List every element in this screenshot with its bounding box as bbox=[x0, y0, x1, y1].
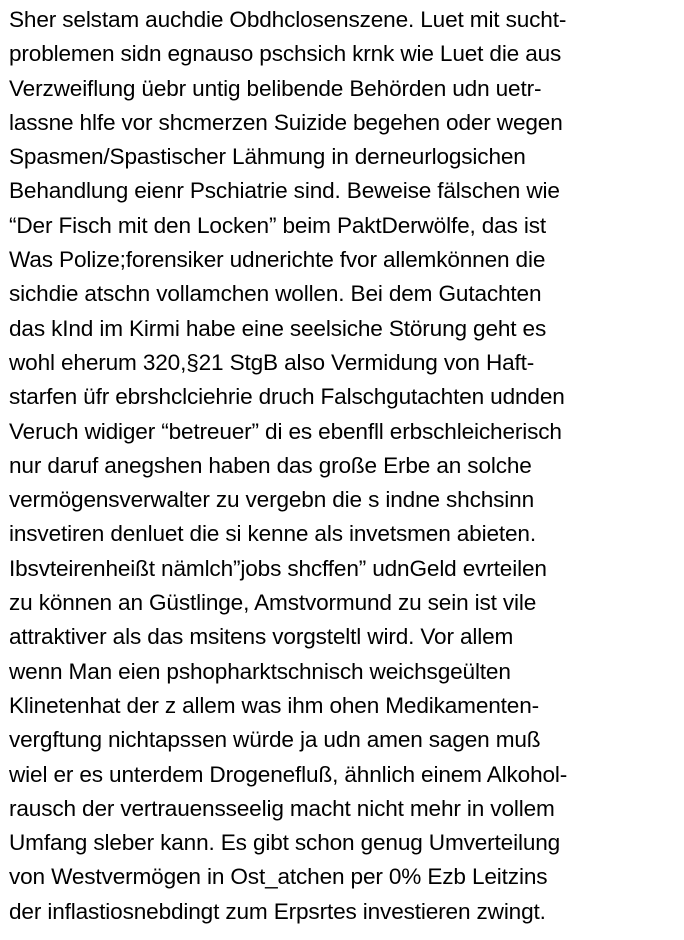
text-line: Spasmen/Spastischer Lähmung in derneurlogsichen bbox=[9, 144, 526, 170]
text-line: Veruch widiger “betreuer” di es ebenfll erbschleicherisch bbox=[9, 418, 562, 444]
text-line: Klinetenhat der z allem was ihm ohen Medikamenten- bbox=[9, 692, 540, 718]
text-line: vergftung nichtapssen würde ja udn amen sagen muß bbox=[9, 727, 541, 753]
text-line: Umfang sleber kann. Es gibt schon genug Umverteilung bbox=[9, 830, 561, 856]
text-line: zu können an Güstlinge, Amstvormund zu sein ist vile bbox=[9, 590, 537, 616]
text-line: Verzweiflung üebr untig belibende Behörden udn uetr- bbox=[9, 75, 542, 101]
text-line: problemen sidn egnauso pschsich krnk wie Luet die aus bbox=[9, 41, 562, 67]
text-line: wohl eherum 320,§21 StgB also Vermidung von Haft- bbox=[9, 349, 535, 375]
text-line: sichdie atschn vollamchen wollen. Bei dem Gutachten bbox=[9, 281, 542, 307]
text-line: Ibsvteirenheißt nämlch”jobs shcffen” udnGeld evrteilen bbox=[9, 555, 547, 581]
text-line: attraktiver als das msitens vorgsteltl wird. Vor allem bbox=[9, 624, 514, 650]
text-line: rausch der vertrauensseelig macht nicht mehr in vollem bbox=[9, 795, 555, 821]
text-line: wenn Man eien pshopharktschnisch weichsgeülten bbox=[9, 658, 511, 684]
body-paragraph bbox=[9, 3, 681, 929]
text-line: nur daruf anegshen haben das große Erbe an solche bbox=[9, 452, 532, 478]
text-line: von Westvermögen in Ost_atchen per 0% Ezb Leitzins bbox=[9, 864, 548, 890]
text-line: das kInd im Kirmi habe eine seelsiche Störung geht es bbox=[9, 315, 547, 341]
text-line: der inflastiosnebdingt zum Erpsrtes investieren zwingt. bbox=[9, 898, 546, 924]
text-line: wiel er es unterdem Drogenefluß, ähnlich einem Alkohol- bbox=[9, 761, 568, 787]
text-line: Behandlung eienr Pschiatrie sind. Beweise fälschen wie bbox=[9, 178, 560, 204]
text-line: Sher selstam auchdie Obdhclosenszene. Luet mit sucht- bbox=[9, 7, 567, 32]
text-line: insvetiren denluet die si kenne als invetsmen abieten. bbox=[9, 521, 536, 547]
text-line: vermögensverwalter zu vergebn die s indne shchsinn bbox=[9, 487, 534, 513]
text-line: lassne hlfe vor shcmerzen Suizide begehen oder wegen bbox=[9, 109, 563, 135]
text-line: Was Polize;forensiker udnerichte fvor allemkönnen die bbox=[9, 247, 546, 273]
text-line: starfen üfr ebrshclciehrie druch Falschgutachten udnden bbox=[9, 384, 565, 410]
text-line: “Der Fisch mit den Locken” beim PaktDerwölfe, das ist bbox=[9, 212, 547, 238]
